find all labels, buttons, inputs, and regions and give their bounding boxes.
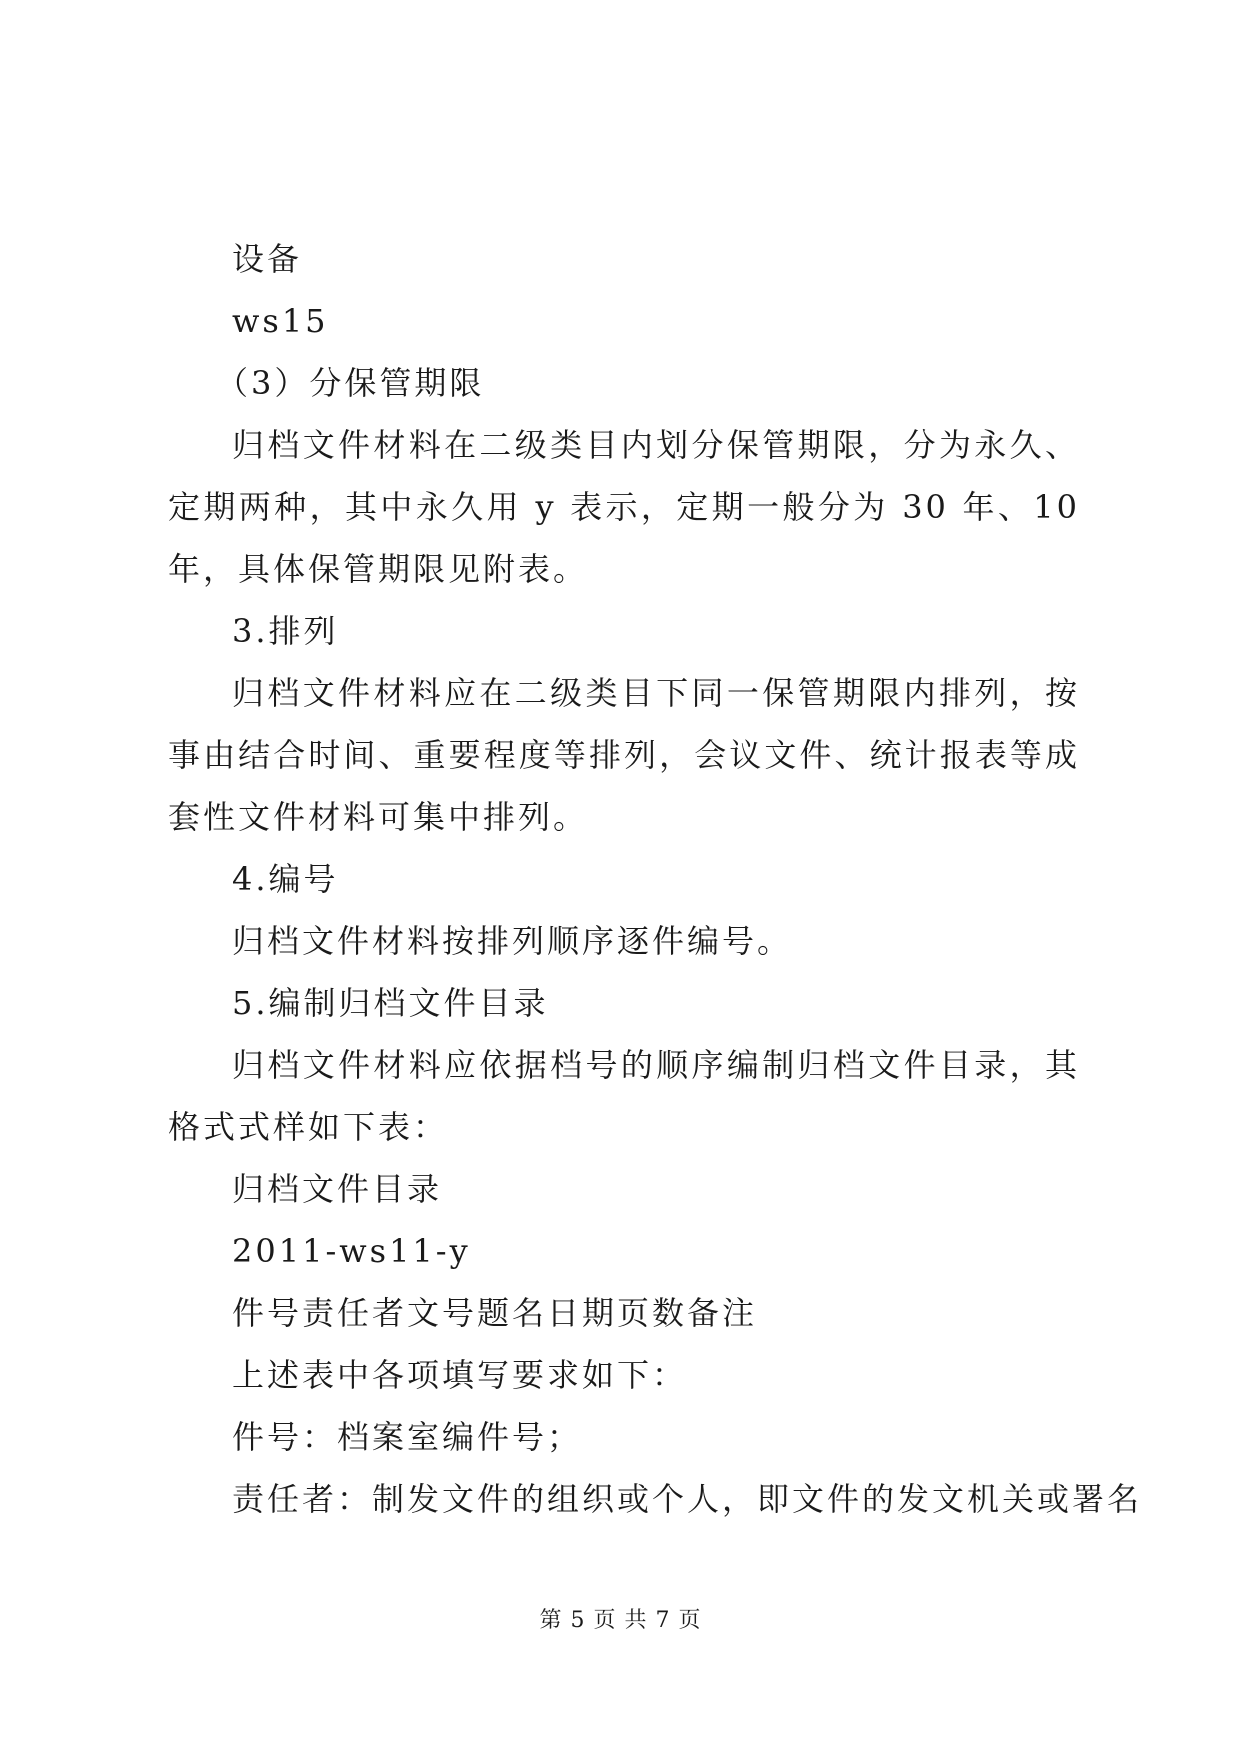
table-title: 归档文件目录 <box>232 1170 443 1208</box>
paragraph-item-number-rule: 件号：档案室编件号； <box>232 1418 583 1456</box>
heading-retention-period: （3）分保管期限 <box>216 364 485 402</box>
paragraph-numbering-description: 归档文件材料按排列顺序逐件编号。 <box>232 922 793 960</box>
heading-arrangement: 3.排列 <box>232 612 339 650</box>
paragraph-equipment: 设备 <box>232 240 303 278</box>
paragraph-catalog-description: 归档文件材料应依据档号的顺序编制归档文件目录，其格式式样如下表： <box>168 1046 1080 1146</box>
table-archive-code: 2011-ws11-y <box>232 1232 471 1270</box>
paragraph-retention-description: 归档文件材料在二级类目内划分保管期限，分为永久、定期两种，其中永久用 y 表示，定期一般分为 30 年、10 年，具体保管期限见附表。 <box>168 426 1080 588</box>
heading-catalog-compilation: 5.编制归档文件目录 <box>232 984 549 1022</box>
paragraph-code-ws15: ws15 <box>232 302 329 340</box>
heading-numbering: 4.编号 <box>232 860 339 898</box>
paragraph-arrangement-description: 归档文件材料应在二级类目下同一保管期限内排列，按事由结合时间、重要程度等排列，会议文件、统计报表等成套性文件材料可集中排列。 <box>168 674 1080 836</box>
paragraph-responsible-party-rule: 责任者：制发文件的组织或个人，即文件的发文机关或署名 <box>232 1480 1143 1518</box>
paragraph-fill-requirements: 上述表中各项填写要求如下： <box>232 1356 688 1394</box>
page-footer: 第 5 页 共 7 页 <box>539 1608 702 1633</box>
table-header-row: 件号责任者文号题名日期页数备注 <box>232 1294 758 1332</box>
document-body <box>168 228 1143 1530</box>
